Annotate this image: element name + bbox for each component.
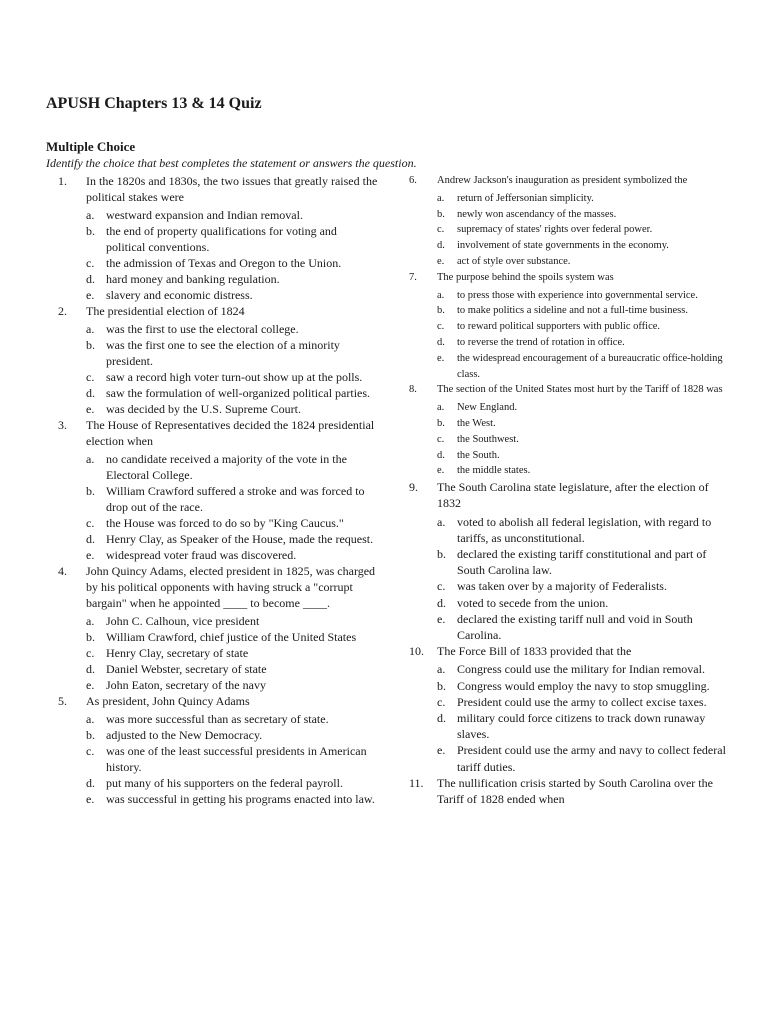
- question-stem: As president, John Quincy Adams: [86, 694, 250, 708]
- answer-option: [409, 351, 731, 383]
- option-text: the West.: [457, 417, 496, 429]
- option-text: voted to secede from the union.: [457, 595, 609, 610]
- option-letter: e.: [86, 548, 95, 562]
- option-text: President could use the army and navy to collect federal tariff duties.: [457, 743, 726, 774]
- option-text: was the first one to see the election of a minority president.: [106, 338, 340, 368]
- option-letter: e.: [86, 288, 95, 302]
- answer-option: [58, 207, 378, 223]
- option-letter: a.: [86, 322, 95, 336]
- option-text: westward expansion and Indian removal.: [106, 208, 303, 222]
- answer-option: [409, 514, 731, 546]
- option-letter: b.: [86, 484, 95, 498]
- right-column: [409, 173, 731, 809]
- question-stem: The presidential election of 1824: [86, 304, 245, 318]
- question-number: 2.: [58, 304, 67, 318]
- option-text: to reverse the trend of rotation in office.: [457, 336, 625, 348]
- option-text: the middle states.: [457, 465, 531, 477]
- answer-option: [58, 547, 378, 563]
- option-letter: b.: [86, 728, 95, 742]
- question-number: 6.: [409, 175, 417, 186]
- option-text: Henry Clay, as Speaker of the House, made the request.: [106, 532, 374, 546]
- answer-option: [58, 483, 378, 515]
- answer-option: [409, 463, 731, 479]
- answer-option: [58, 743, 378, 775]
- answer-option: [409, 254, 731, 270]
- answer-option: [409, 416, 731, 432]
- option-text: put many of his supporters on the federal payroll.: [106, 776, 343, 790]
- option-text: Daniel Webster, secretary of state: [106, 662, 267, 676]
- option-letter: a.: [86, 712, 95, 726]
- answer-option: [409, 546, 731, 578]
- question-stem: The section of the United States most hurt by the Tariff of 1828 was: [437, 384, 723, 396]
- option-text: saw the formulation of well-organized political parties.: [106, 386, 371, 400]
- question-7: [409, 270, 731, 383]
- question-stem: John Quincy Adams, elected president in 1825, was charged by his political opponents with having struck a "corrupt bargain" when he appointed ____ to become ____.: [86, 564, 376, 610]
- answer-option: [409, 578, 731, 594]
- option-text: was taken over by a majority of Federalists.: [457, 579, 667, 594]
- answer-option: [58, 531, 378, 547]
- option-letter: d.: [86, 272, 95, 286]
- question-10: [409, 643, 731, 775]
- option-text: was the first to use the electoral college.: [106, 322, 299, 336]
- option-letter: b.: [437, 678, 446, 693]
- option-text: declared the existing tariff constitutional and part of South Carolina law.: [457, 546, 707, 578]
- question-4: [58, 563, 378, 693]
- question-number: 5.: [58, 694, 67, 708]
- question-5: [58, 693, 378, 807]
- answer-option: [58, 271, 378, 287]
- option-letter: e.: [437, 611, 446, 626]
- answer-option: [58, 677, 378, 693]
- option-letter: c.: [437, 433, 445, 445]
- section-heading: Multiple Choice: [46, 139, 136, 154]
- answer-option: [58, 223, 378, 255]
- answer-option: [58, 385, 378, 401]
- option-text: was successful in getting his programs enacted into law.: [106, 792, 375, 806]
- answer-option: [58, 613, 378, 629]
- question-number: 4.: [58, 564, 67, 578]
- answer-option: [409, 432, 731, 448]
- answer-option: [409, 288, 731, 304]
- option-letter: e.: [437, 352, 445, 364]
- option-letter: b.: [437, 208, 445, 220]
- option-letter: c.: [437, 224, 445, 236]
- option-letter: b.: [437, 546, 446, 561]
- option-letter: e.: [86, 402, 95, 416]
- answer-option: [58, 369, 378, 385]
- question-number: 8.: [409, 384, 417, 396]
- answer-option: [409, 611, 731, 643]
- answer-option: [58, 321, 378, 337]
- question-1: [58, 173, 378, 303]
- option-text: the South.: [457, 449, 500, 461]
- option-text: supremacy of states' rights over federal power.: [457, 224, 653, 236]
- question-stem: The House of Representatives decided the 1824 presidential election when: [86, 418, 375, 448]
- option-letter: a.: [86, 614, 95, 628]
- option-letter: e.: [86, 678, 95, 692]
- option-letter: d.: [86, 776, 95, 790]
- question-stem: In the 1820s and 1830s, the two issues that greatly raised the political stakes were: [86, 174, 378, 204]
- answer-option: [409, 319, 731, 335]
- option-text: Henry Clay, secretary of state: [106, 646, 249, 660]
- answer-option: [409, 710, 731, 742]
- option-letter: b.: [86, 338, 95, 352]
- question-number: 7.: [409, 271, 417, 283]
- option-text: William Crawford, chief justice of the United States: [106, 630, 357, 644]
- question-stem: The South Carolina state legislature, after the election of 1832: [437, 480, 709, 511]
- option-letter: c.: [86, 370, 95, 384]
- option-letter: b.: [86, 630, 95, 644]
- option-text: John Eaton, secretary of the navy: [106, 678, 266, 692]
- option-letter: d.: [86, 662, 95, 676]
- option-text: hard money and banking regulation.: [106, 272, 280, 286]
- option-text: New England.: [457, 402, 518, 414]
- option-letter: e.: [86, 792, 95, 806]
- option-letter: c.: [437, 321, 445, 333]
- answer-option: [409, 694, 731, 710]
- option-text: voted to abolish all federal legislation, with regard to tariffs, as unconstitutional.: [457, 514, 712, 545]
- answer-option: [409, 335, 731, 351]
- option-text: the Southwest.: [457, 433, 519, 445]
- option-letter: a.: [437, 289, 445, 301]
- option-text: involvement of state governments in the economy.: [457, 240, 669, 252]
- option-text: military could force citizens to track down runaway slaves.: [457, 710, 706, 742]
- answer-option: [409, 678, 731, 694]
- answer-option: [58, 775, 378, 791]
- option-letter: b.: [437, 417, 445, 429]
- option-letter: d.: [437, 336, 445, 348]
- option-text: act of style over substance.: [457, 255, 571, 267]
- option-text: adjusted to the New Democracy.: [106, 728, 263, 742]
- option-letter: b.: [86, 224, 95, 238]
- option-letter: c.: [86, 256, 95, 270]
- question-2: [58, 303, 378, 417]
- answer-option: [409, 400, 731, 416]
- answer-option: [409, 661, 731, 677]
- option-text: slavery and economic distress.: [106, 288, 253, 302]
- question-number: 9.: [409, 480, 418, 495]
- answer-option: [58, 337, 378, 369]
- option-text: the admission of Texas and Oregon to the Union.: [106, 256, 342, 270]
- question-number: 11.: [409, 775, 424, 790]
- answer-option: [58, 645, 378, 661]
- question-6: [409, 173, 731, 270]
- answer-option: [58, 401, 378, 417]
- option-letter: d.: [437, 595, 446, 610]
- question-3: [58, 417, 378, 563]
- question-stem: The nullification crisis started by South Carolina over the Tariff of 1828 ended when: [437, 775, 713, 806]
- option-text: was decided by the U.S. Supreme Court.: [106, 402, 301, 416]
- option-text: the House was forced to do so by "King Caucus.": [106, 516, 344, 530]
- option-letter: a.: [86, 208, 95, 222]
- question-9: [409, 479, 731, 643]
- option-text: was more successful than as secretary of state.: [106, 712, 329, 726]
- answer-option: [409, 303, 731, 319]
- answer-option: [58, 661, 378, 677]
- option-text: newly won ascendancy of the masses.: [457, 208, 617, 220]
- option-letter: a.: [437, 662, 446, 677]
- question-stem: The Force Bill of 1833 provided that the: [437, 644, 632, 659]
- option-letter: a.: [437, 514, 446, 529]
- option-letter: d.: [437, 240, 445, 252]
- option-letter: a.: [86, 452, 95, 466]
- option-text: declared the existing tariff null and void in South Carolina.: [457, 611, 693, 642]
- option-text: the end of property qualifications for voting and political conventions.: [106, 224, 337, 254]
- option-text: Congress could use the military for Indian removal.: [457, 662, 705, 677]
- option-letter: c.: [437, 694, 446, 709]
- answer-option: [58, 629, 378, 645]
- answer-option: [409, 595, 731, 611]
- answer-option: [409, 448, 731, 464]
- option-letter: c.: [86, 516, 95, 530]
- option-letter: d.: [437, 710, 446, 725]
- option-text: no candidate received a majority of the vote in the Electoral College.: [106, 452, 347, 482]
- question-8: [409, 382, 731, 479]
- question-11: [409, 775, 731, 807]
- answer-option: [409, 238, 731, 254]
- page-title: APUSH Chapters 13 & 14 Quiz: [46, 95, 262, 112]
- option-letter: d.: [86, 532, 95, 546]
- question-stem: The purpose behind the spoils system was: [437, 271, 614, 283]
- option-letter: c.: [437, 579, 446, 594]
- option-letter: a.: [437, 402, 445, 414]
- question-number: 3.: [58, 418, 67, 432]
- option-text: to make politics a sideline and not a full-time business.: [457, 305, 688, 317]
- answer-option: [409, 191, 731, 207]
- option-letter: c.: [86, 646, 95, 660]
- answer-option: [58, 255, 378, 271]
- answer-option: [409, 207, 731, 223]
- answer-option: [58, 515, 378, 531]
- option-letter: b.: [437, 305, 445, 317]
- left-column: [58, 173, 378, 807]
- answer-option: [58, 711, 378, 727]
- option-text: William Crawford suffered a stroke and was forced to drop out of the race.: [106, 484, 365, 514]
- option-text: the widespread encouragement of a bureaucratic office-holding class.: [457, 352, 723, 380]
- question-stem: Andrew Jackson's inauguration as president symbolized the: [437, 175, 688, 186]
- answer-option: [409, 222, 731, 238]
- option-letter: e.: [437, 255, 445, 267]
- option-text: saw a record high voter turn-out show up at the polls.: [106, 370, 363, 384]
- question-number: 10.: [409, 644, 424, 659]
- option-letter: d.: [86, 386, 95, 400]
- option-letter: e.: [437, 465, 445, 477]
- instructions: Identify the choice that best completes the statement or answers the question.: [46, 156, 417, 170]
- option-text: to press those with experience into governmental service.: [457, 289, 698, 301]
- answer-option: [58, 287, 378, 303]
- answer-option: [409, 742, 731, 774]
- option-text: Congress would employ the navy to stop smuggling.: [457, 678, 710, 693]
- option-text: President could use the army to collect excise taxes.: [457, 694, 707, 709]
- answer-option: [58, 727, 378, 743]
- option-letter: c.: [86, 744, 95, 758]
- question-number: 1.: [58, 174, 67, 188]
- option-letter: d.: [437, 449, 445, 461]
- option-text: widespread voter fraud was discovered.: [106, 548, 297, 562]
- option-text: John C. Calhoun, vice president: [106, 614, 260, 628]
- option-letter: a.: [437, 192, 445, 204]
- answer-option: [58, 451, 378, 483]
- option-text: was one of the least successful presidents in American history.: [106, 744, 367, 774]
- option-text: to reward political supporters with public office.: [457, 321, 661, 333]
- option-text: return of Jeffersonian simplicity.: [457, 192, 594, 204]
- answer-option: [58, 791, 378, 807]
- option-letter: e.: [437, 743, 446, 758]
